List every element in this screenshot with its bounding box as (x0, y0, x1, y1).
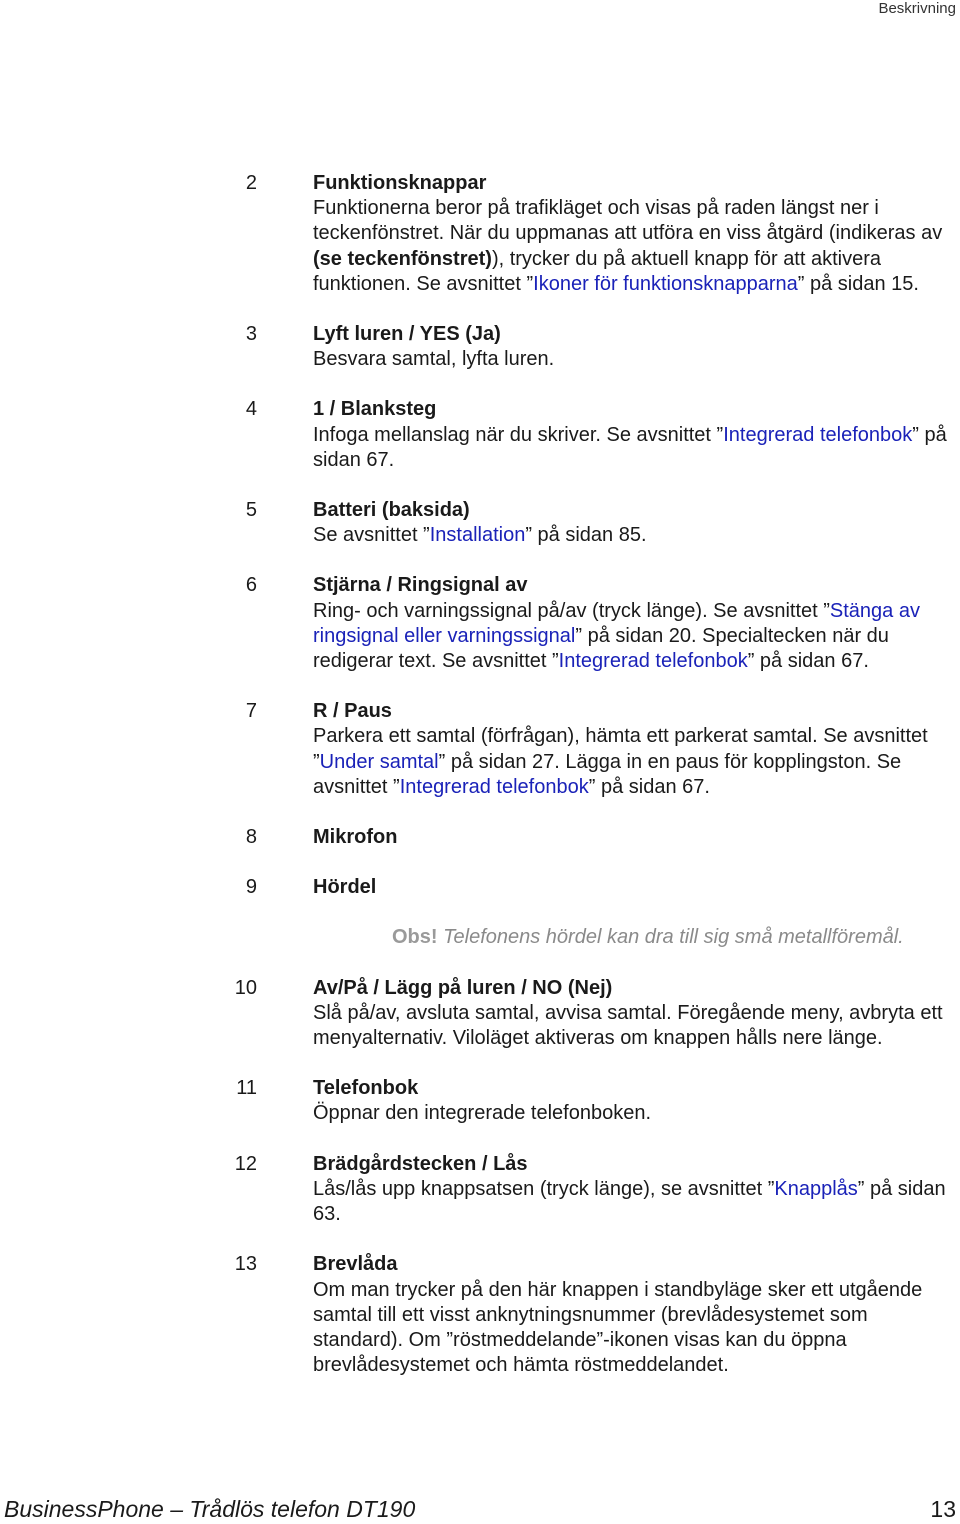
item-number: 10 (234, 976, 257, 999)
item-content (313, 1076, 956, 1126)
item-description (313, 196, 956, 297)
description-text: ” på sidan 15. (797, 272, 919, 295)
list-item (0, 1076, 960, 1126)
description-text: Lås/lås upp knappsatsen (tryck länge), se avsnittet ” (313, 1177, 775, 1200)
description-text: ” på sidan 67. (588, 775, 710, 798)
item-number: 7 (245, 700, 257, 723)
list-item (0, 1252, 960, 1378)
item-content (313, 573, 956, 674)
page-footer (0, 1494, 960, 1524)
item-title: Stjärna / Ringsignal av (313, 574, 528, 597)
cross-reference-link[interactable]: Installation (429, 524, 526, 547)
item-description (313, 724, 956, 800)
description-text: ” på sidan 85. (525, 524, 647, 547)
item-description (313, 423, 956, 473)
cross-reference-link[interactable]: Under samtal (319, 750, 439, 773)
item-description (313, 1278, 956, 1379)
item-title: Telefonbok (313, 1077, 419, 1100)
emphasis-text: (se teckenfönstret) (313, 247, 492, 270)
list-item (0, 171, 960, 297)
description-text: Parkera ett samtal (förfrågan), hämta ett parkerat samtal. Se avsnittet ” (313, 725, 928, 773)
list-item (0, 1152, 960, 1228)
item-title: Batteri (baksida) (313, 499, 470, 522)
cross-reference-link[interactable]: Integrerad telefonbok (558, 650, 748, 673)
item-content (313, 875, 956, 900)
description-text: Om man trycker på den här knappen i standbyläge sker ett utgående samtal till ett visst anknytningsnummer (brevlådesystemet som standard). Om ”röstmeddelande”-ikonen visas kan du öppna brevlådesystemet och hämta röstmeddelandet. (313, 1278, 923, 1377)
description-text: ” på sidan 20. Specialtecken när du redigerar text. Se avsnittet ” (313, 624, 889, 673)
item-content (313, 699, 956, 800)
item-number: 4 (245, 398, 257, 421)
description-text: Öppnar den integrerade telefonboken. (313, 1102, 652, 1125)
item-title: Funktionsknappar (313, 172, 487, 194)
note-text: Telefonens hördel kan dra till sig små metallföremål. (443, 926, 904, 949)
list-item (0, 825, 960, 850)
item-description (313, 1101, 956, 1126)
list-item (0, 976, 960, 1052)
item-content (313, 825, 956, 850)
item-description (313, 1001, 956, 1051)
list-item (0, 573, 960, 674)
item-content (313, 1152, 956, 1228)
page-number: 13 (930, 1496, 956, 1522)
item-content (313, 171, 956, 297)
item-number: 8 (245, 826, 257, 849)
item-description (313, 347, 956, 372)
cross-reference-link[interactable]: Stänga av ringsignal eller varningssignal (313, 599, 920, 647)
item-content (313, 397, 956, 473)
description-text: Slå på/av, avsluta samtal, avvisa samtal. Föregående meny, avbryta ett menyalternativ. Viloläget aktiveras om knappen hålls nere länge. (313, 1001, 943, 1050)
cross-reference-link[interactable]: Integrerad telefonbok (399, 775, 589, 798)
description-text: ” på sidan 67. (747, 650, 869, 673)
document-title: BusinessPhone – Trådlös telefon DT190 (4, 1496, 416, 1522)
item-description (313, 1177, 956, 1227)
item-content (313, 322, 956, 372)
item-content (313, 976, 956, 1052)
list-item (0, 498, 960, 548)
item-title: Brädgårdstecken / Lås (313, 1152, 528, 1175)
list-item (0, 699, 960, 800)
description-text: Ring- och varningssignal på/av (tryck länge). Se avsnittet ” (313, 599, 830, 622)
list-item (0, 322, 960, 372)
cross-reference-link[interactable]: Ikoner för funktionsknapparna (533, 272, 798, 295)
note-callout (392, 925, 960, 950)
description-text: Infoga mellanslag när du skriver. Se avsnittet ” (313, 423, 724, 446)
item-title: Lyft luren / YES (Ja) (313, 323, 501, 346)
item-content (313, 498, 956, 548)
item-number: 13 (234, 1253, 257, 1276)
item-number: 2 (245, 172, 257, 194)
item-number: 11 (236, 1077, 257, 1100)
description-text: ), trycker du på aktuell knapp för att aktivera funktionen. Se avsnittet ” (313, 247, 882, 295)
item-title: R / Paus (313, 700, 392, 723)
item-number: 5 (245, 499, 257, 522)
description-text: ” på sidan 63. (313, 1177, 946, 1226)
description-text: ” på sidan 27. Lägga in en paus för kopplingston. Se avsnittet ” (313, 750, 902, 798)
description-text: Se avsnittet ” (313, 524, 430, 547)
item-title: Mikrofon (313, 826, 398, 849)
item-title: 1 / Blanksteg (313, 398, 437, 421)
list-item (0, 875, 960, 900)
description-text: Funktionerna beror på trafikläget och visas på raden längst ner i teckenfönstret. När du uppmanas att utföra en viss åtgärd (indikeras av (313, 197, 943, 245)
item-number: 3 (245, 323, 257, 346)
item-title: Brevlåda (313, 1253, 398, 1276)
cross-reference-link[interactable]: Integrerad telefonbok (723, 423, 913, 446)
item-title: Hördel (313, 876, 377, 899)
key-description-list (0, 171, 960, 1403)
section-header: Beskrivning (878, 0, 956, 17)
item-description (313, 599, 956, 675)
item-description (313, 523, 956, 548)
item-number: 12 (234, 1152, 257, 1175)
item-number: 9 (245, 876, 257, 899)
item-number: 6 (245, 574, 257, 597)
note-label: Obs! (392, 926, 438, 949)
item-title: Av/På / Lägg på luren / NO (Nej) (313, 976, 613, 999)
description-text: Besvara samtal, lyfta luren. (313, 348, 555, 371)
description-text: ” på sidan 67. (313, 423, 947, 471)
cross-reference-link[interactable]: Knapplås (774, 1177, 858, 1200)
item-content (313, 1252, 956, 1378)
list-item (0, 397, 960, 473)
